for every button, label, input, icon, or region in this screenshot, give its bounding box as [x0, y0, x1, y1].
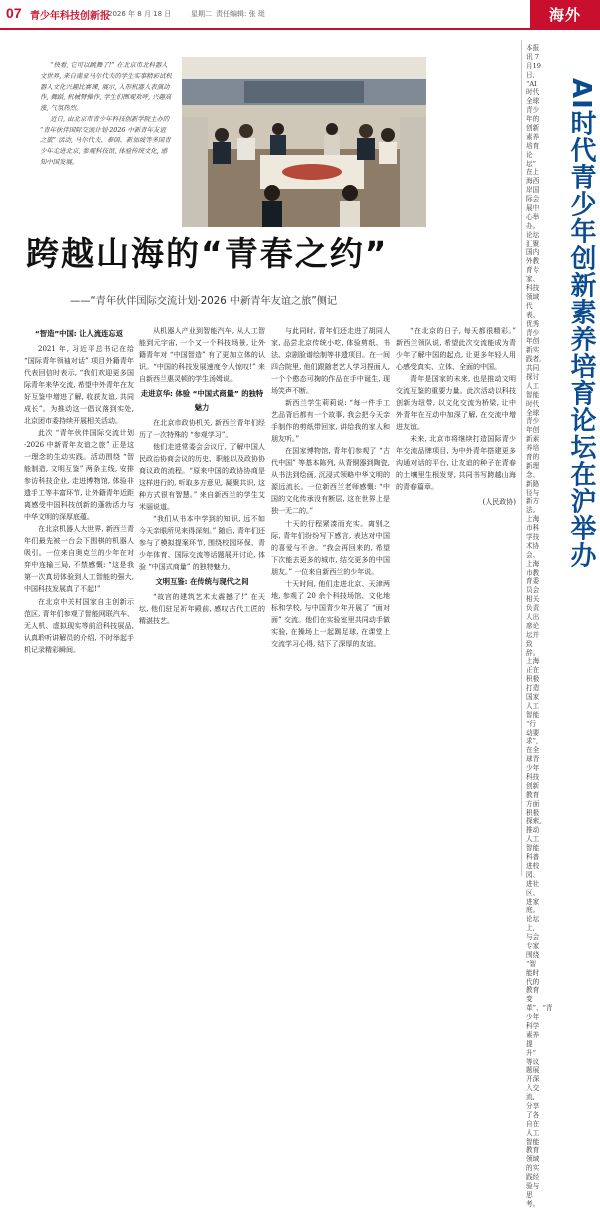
body-paragraph: 此次 “青年伙伴国际交流计划·2026 中新青年友谊之旅” 正是这一理念的生动实践。活动围绕 “智能制造, 文明互鉴” 两条主线, 安排参访科技企业, 走进博物馆, 体验非遗手工等丰富环节, 让外籍青年近距离感受中国科技创新的蓬勃活力与中华文明的深厚底蕴。: [24, 429, 134, 522]
page-number: 07: [6, 5, 22, 21]
section-tag: 海外: [530, 0, 600, 30]
article-credit: (人民政协): [482, 498, 516, 507]
paper-name: 青少年科技创新报: [30, 11, 110, 22]
body-paragraph: 十天时间, 他们走进北京、天津两地, 参观了 20 余个科技场馆、文化地标和学校, 与中国青少年开展了 “面对面” 交流。他们在实验室里共同动手做实验, 在操场上一起踢足球, 在课堂上交流学习心得, 结下了深厚的友谊。: [271, 579, 390, 648]
body-paragraph: 2021 年, 习近平总书记在给 “国际青年领袖对话” 项目外籍青年代表回信时表示, “我们欢迎更多国际青年来华交流, 希望中外青年在友好互鉴中增进了解, 收获友谊, 共同成长”。为推动这一倡议落到实处, 北京团市委持续开展相关活动。: [24, 344, 134, 426]
body-paragraph: “我们从书本中学到的知识, 远不如今天亲眼所见来得深刻。” 随后, 青年们还参与了模拟提案环节, 围绕校园环保、青少年体育、国际交流等话题展开讨论, 体验 “中国式商量” 的独特魅力。: [139, 515, 265, 572]
body-paragraph: 在北京机器人大世界, 新西兰青年们最先被一台会下围棋的机器人吸引。一位来自奥克兰的少年在对弈中连输三局, 不禁感慨: “这是我第一次真切体验到人工智能的强大, 中国科技发展真了不起!”: [24, 525, 134, 594]
body-paragraph: 在北京市政协机关, 新西兰青年们经历了一次特殊的 “参观学习”。: [139, 418, 265, 439]
issue-date: 2026 年 8 月 18 日: [108, 10, 172, 18]
newspaper-header: [0, 0, 600, 30]
body-paragraph: 他们走进常委会会议厅, 了解中国人民政治协商会议的历史、职能以及政协协商议政的流程。“原来中国的政协协商是这样进行的, 听取多方意见, 凝聚共识, 这种方式很有智慧。” 来自新西兰的学生艾米丽说道。: [139, 442, 265, 512]
body-paragraph: 未来, 北京市将继续打造国际青少年交流品牌项目, 为中外青年搭建更多沟通对话的平台, 让友谊的种子在青春的土壤里生根发芽, 共同书写跨越山海的青春篇章。: [396, 435, 516, 492]
body-paragraph: 在国家博物馆, 青年们参观了 “古代中国” 等基本陈列, 从青铜器到陶瓷, 从书法到绘画, 沉浸式领略中华文明的源远流长。一位新西兰老师感慨: “中国的文化传承没有断层, 这在世界上是独一无二的。”: [271, 447, 390, 516]
body-paragraph: 与此同时, 青年们还走进了胡同人家, 品尝北京传统小吃, 体验剪纸、书法、京剧脸谱绘制等非遗项目。在一间四合院里, 他们跟随老艺人学习捏面人, 一个个憨态可掬的作品在手中诞生, 现场笑声不断。: [271, 327, 390, 396]
responsible-editor: 责任编辑: 张 珽: [216, 10, 265, 18]
meeting-room-photo: [182, 57, 426, 227]
event-photo: [182, 57, 426, 227]
article-subheadline: ——“青年伙伴国际交流计划·2026 中新青年友谊之旅”侧记: [70, 296, 338, 307]
body-paragraph: “在北京的日子, 每天都很精彩。” 新西兰领队说, 希望此次交流能成为青少年了解中国的起点, 让更多年轻人用心感受真实、立体、全面的中国。: [396, 327, 516, 372]
side-article-body: 本报讯 7月19日, “AI时代全球青少年的创新素养培育论坛” 在上海西岸国际会展中心举办。论坛汇聚国内外教育专家、科技领域代表、优秀青少年创新实践者, 共同探讨人工智能时代全球青少年创新素养培育的新理念、新路径与新方法。上海市科学技术协会、上海市教育委员会相关负责人出席论坛并致辞。上海正在积极打造国家人工智能 “行动要求”, 在全球青少年科技创新教育方面积极探索, 推动人工智能科普进校园、进社区、进家庭。论坛上, 与会专家围绕 “智能时代的教育变革”、“青少年科学素养提升” 等议题展开深入交流, 分享了各自在人工智能教育领域的实践经验与思考。: [526, 44, 553, 1208]
body-paragraph: 从机器人产业到智能汽车, 从人工智能到元宇宙, 一个又一个科技场景, 让外籍青年对 “中国智造” 有了更加立体的认识。“中国的科技发展速度令人惊叹!” 来自新西兰惠灵顿的学生汤姆说。: [139, 327, 265, 384]
body-paragraph: 十天的行程紧凑而充实。离别之际, 青年们纷纷写下感言, 表达对中国的喜爱与不舍。“我会再回来的, 希望下次能去更多的城市, 结交更多的中国朋友。” 一位来自新西兰的少年说。: [271, 519, 390, 576]
body-paragraph: 青年是国家的未来, 也是推动文明交流互鉴的重要力量。此次活动以科技创新为纽带, 以文化交流为桥梁, 让中外青年在互动中加深了解, 在交流中增进友谊。: [396, 375, 516, 432]
body-column-1: [24, 325, 134, 871]
column-divider: [521, 40, 522, 876]
section-heading: “智造”中国: 让人流连忘返: [34, 329, 124, 338]
intro-paragraph: 近日, 由北京市青少年科技创新学院主办的 “青年伙伴国际交流计划·2026 中新青年友谊之旅” 活动, 马尔代夫、泰国、新加坡等多国青少年走进北京, 参观科技馆, 体验传统文化, 感知中国发展。: [40, 114, 171, 166]
intro-paragraph: “快看, 它可以跳舞了!” 在北京市北科器人文世界, 来自南亚马尔代夫的学生实事精彩试机器人文化兴趣比赛课, 展示, 人形机器人表演动作, 舞蹈, 机械臂操作, 学生们围观欢呼, 兴趣高涨, 气氛热烈。: [40, 61, 172, 112]
section-heading: 走进京华: 体验 “中国式商量” 的独特魅力: [140, 389, 264, 413]
section-heading: 文明互鉴: 在传统与现代之间: [155, 577, 249, 587]
side-article-headline: AI时代青少年创新素养培育论坛在沪举办: [566, 78, 596, 569]
body-column-4: [396, 325, 516, 871]
body-paragraph: “故宫的建筑艺术太震撼了!” 在天坛, 他们驻足祈年殿前, 感叹古代工匠的精湛技艺。: [139, 593, 265, 626]
issue-weekday: 星期二: [191, 10, 212, 18]
body-column-2: [139, 325, 265, 871]
body-paragraph: 在北京中关村国家自主创新示范区, 青年们参观了智能网联汽车、无人机、虚拟现实等前沿科技展品, 认真聆听讲解员的介绍, 不时举起手机记录精彩瞬间。: [24, 597, 134, 654]
body-column-3: [271, 325, 390, 871]
article-headline: 跨越山海的“青春之约”: [26, 234, 389, 273]
body-paragraph: 新西兰学生莉莉说: “每一件手工艺品背后都有一个故事, 我会把今天亲手制作的剪纸带回家, 讲给我的家人和朋友听。”: [271, 399, 390, 444]
